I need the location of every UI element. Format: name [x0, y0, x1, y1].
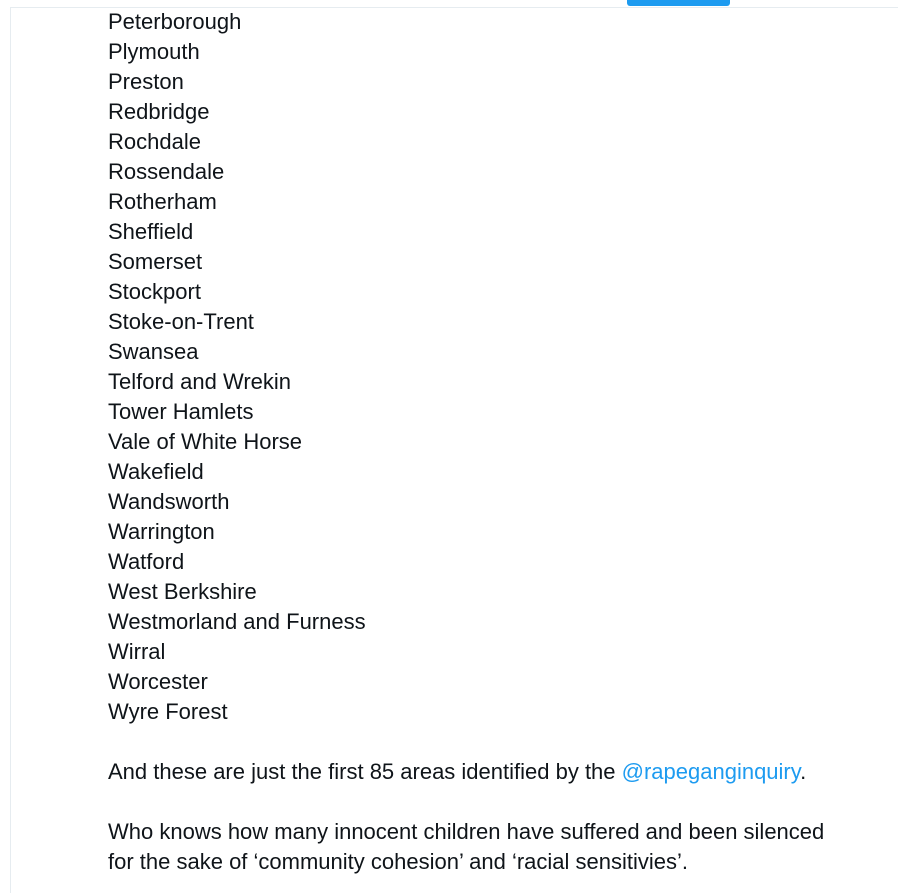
list-item: Wirral [108, 639, 166, 664]
list-item: Telford and Wrekin [108, 369, 292, 394]
list-item: Somerset [108, 249, 203, 274]
list-item: Rotherham [108, 189, 217, 214]
list-item: West Berkshire [108, 579, 257, 604]
list-item: Worcester [108, 669, 208, 694]
list-item: Wandsworth [108, 489, 230, 514]
summary-text: And these are just the first 85 areas identified by the [108, 759, 622, 784]
list-item: Peterborough [108, 9, 242, 34]
list-item: Stoke-on-Trent [108, 309, 254, 334]
list-item: Westmorland and Furness [108, 609, 366, 634]
list-item: Swansea [108, 339, 199, 364]
closing-line-1: Who knows how many innocent children have suffered and been silenced [108, 819, 825, 844]
summary-paragraph [108, 757, 888, 787]
list-item: Wyre Forest [108, 699, 228, 724]
list-item: Warrington [108, 519, 215, 544]
list-item: Wakefield [108, 459, 204, 484]
list-item: Preston [108, 69, 184, 94]
list-item: Stockport [108, 279, 201, 304]
list-item: Rochdale [108, 129, 201, 154]
closing-paragraph [108, 817, 888, 877]
list-item: Vale of White Horse [108, 429, 303, 454]
tweet-text [108, 7, 888, 877]
tab-indicator [627, 0, 730, 6]
list-item: Rossendale [108, 159, 225, 184]
area-list [108, 7, 888, 727]
list-item: Watford [108, 549, 185, 574]
list-item: Plymouth [108, 39, 200, 64]
closing-line-2: for the sake of ‘community cohesion’ and ‘racial sensitivies’. [108, 849, 689, 874]
list-item: Sheffield [108, 219, 194, 244]
mention-link[interactable]: @rapeganginquiry [621, 759, 801, 784]
summary-period: . [800, 759, 807, 784]
list-item: Tower Hamlets [108, 399, 254, 424]
list-item: Redbridge [108, 99, 210, 124]
